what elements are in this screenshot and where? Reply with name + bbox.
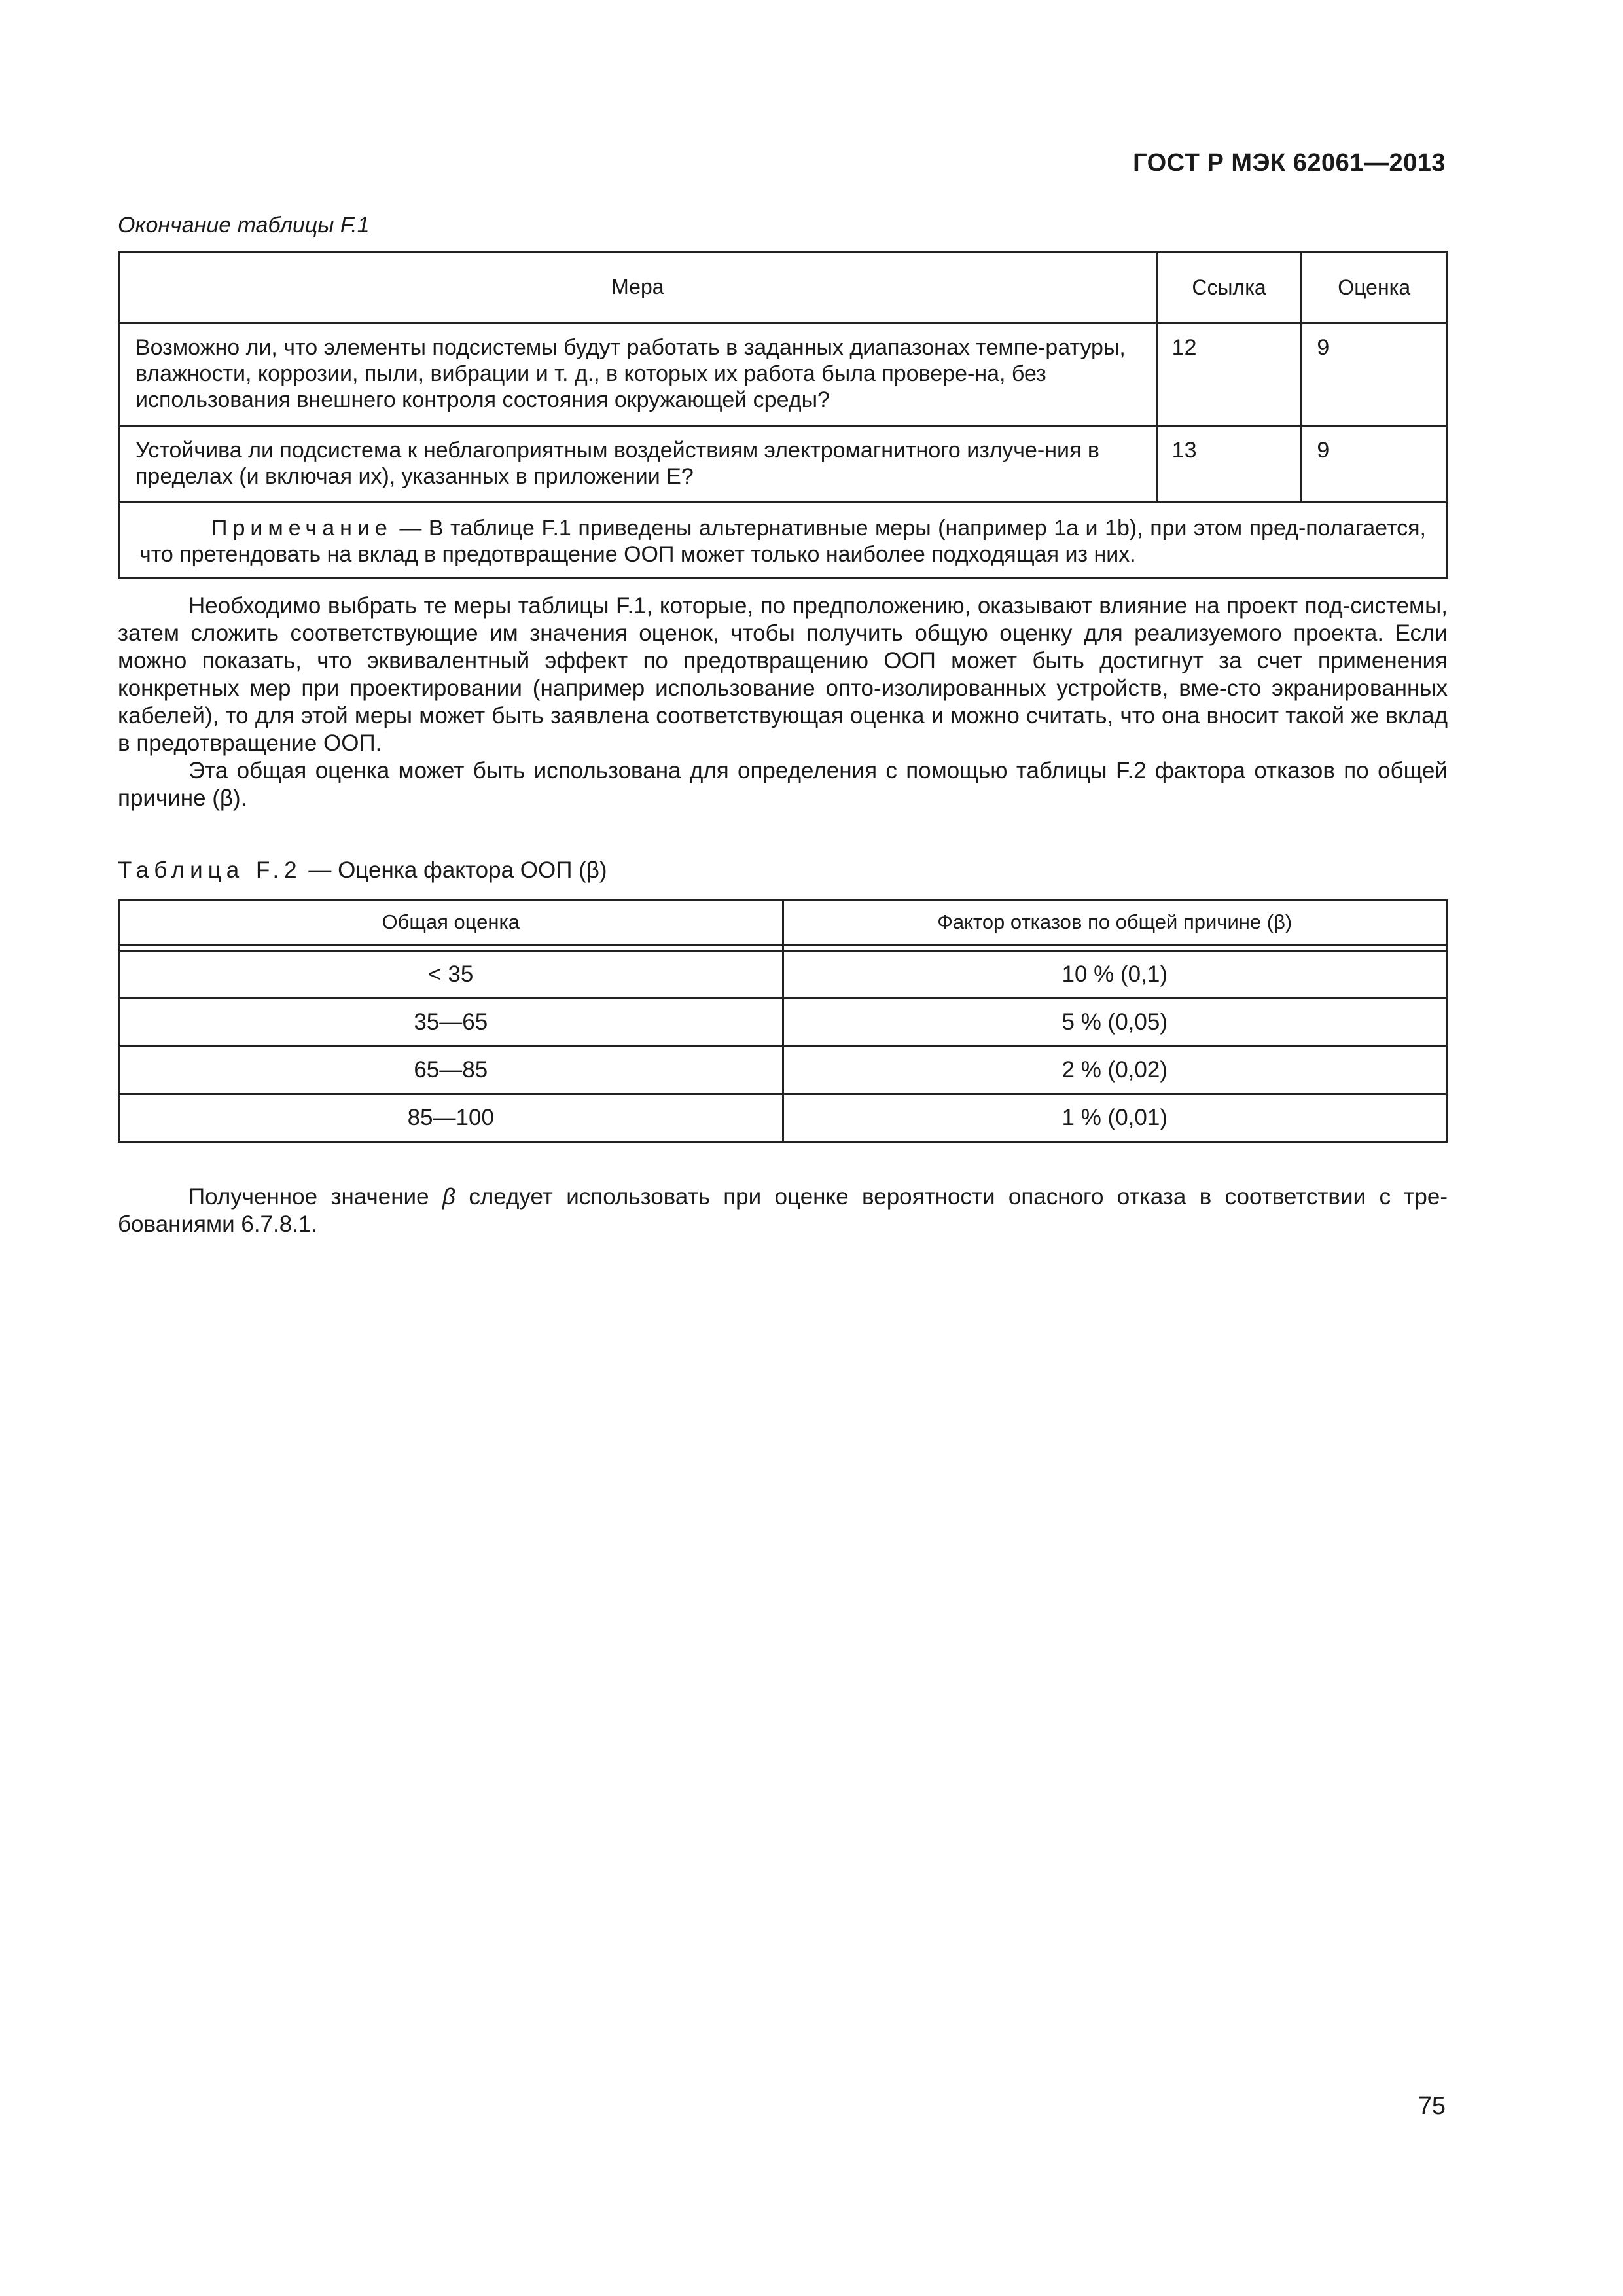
- total-score-cell: < 35: [119, 951, 783, 999]
- table-note: [119, 503, 1447, 578]
- table-f2-label: Таблица F.2: [118, 857, 302, 883]
- table-row: [119, 323, 1447, 426]
- column-header-score: Оценка: [1302, 252, 1447, 323]
- total-score-cell: 65—85: [119, 1047, 783, 1094]
- header-divider: [119, 945, 1447, 951]
- column-header-ccf-factor: Фактор отказов по общей причине (β): [783, 900, 1447, 945]
- beta-text-after: следует использовать при оценке вероятности опасного отказа в соответствии с тре-бованиями 6.7.8.1.: [118, 1184, 1448, 1237]
- body-paragraphs: [118, 592, 1448, 812]
- beta-text-before: Полученное значение: [188, 1184, 442, 1210]
- table-row: [119, 999, 1447, 1047]
- factor-cell: 2 % (0,02): [783, 1047, 1447, 1094]
- divider-cell: [119, 945, 783, 951]
- page-number: 75: [1418, 2092, 1446, 2120]
- closing-paragraph-block: [118, 1183, 1448, 1238]
- note-label: Примечание: [211, 516, 393, 541]
- paragraph-beta-usage: [118, 1183, 1448, 1238]
- note-text: — В таблице F.1 приведены альтернативные меры (например 1a и 1b), при этом пред-полагается, что претендовать на вклад в предотвращение ООП может только наиболее подходящая из них.: [139, 516, 1426, 567]
- table-header-row: [119, 900, 1447, 945]
- column-header-reference: Ссылка: [1156, 252, 1302, 323]
- table-row: [119, 1094, 1447, 1142]
- table-f2: [118, 899, 1448, 1143]
- paragraph-total-score: Эта общая оценка может быть использована для определения с помощью таблицы F.2 фактора отказов по общей причине (β).: [118, 758, 1448, 811]
- score-cell: 9: [1302, 426, 1447, 503]
- divider-cell: [783, 945, 1447, 951]
- reference-cell: 12: [1156, 323, 1302, 426]
- beta-symbol: β: [442, 1184, 455, 1210]
- measure-cell: Возможно ли, что элементы подсистемы будут работать в заданных диапазонах темпе-ратуры, влажности, коррозии, пыли, вибрации и т. д., в которых их работа была провере-на, без использования внешнего контроля состояния окружающей среды?: [119, 323, 1157, 426]
- table-row: [119, 1047, 1447, 1094]
- total-score-cell: 85—100: [119, 1094, 783, 1142]
- score-cell: 9: [1302, 323, 1447, 426]
- factor-cell: 5 % (0,05): [783, 999, 1447, 1047]
- note-first-line: [139, 515, 1426, 567]
- table-row: [119, 426, 1447, 503]
- measure-cell: Устойчива ли подсистема к неблагоприятным воздействиям электромагнитного излуче-ния в пределах (и включая их), указанных в приложении Е?: [119, 426, 1157, 503]
- total-score-cell: 35—65: [119, 999, 783, 1047]
- column-header-measure: Мера: [119, 252, 1157, 323]
- paragraph-selection-of-measures: Необходимо выбрать те меры таблицы F.1, которые, по предположению, оказывают влияние на проект под-системы, затем сложить соответствующие им значения оценок, чтобы получить общую оценку для реализуемого проекта. Если можно показать, что эквивалентный эффект по предотвращению ООП может быть достигнут за счет применения конкретных мер при проектировании (например использование опто-изолированных устройств, вме-сто экранированных кабелей), то для этой меры может быть заявлена соответствующая оценка и можно считать, что она вносит такой же вклад в предотвращение ООП.: [118, 593, 1448, 756]
- table-row: [119, 951, 1447, 999]
- document-code-header: ГОСТ Р МЭК 62061—2013: [1133, 149, 1446, 177]
- factor-cell: 1 % (0,01): [783, 1094, 1447, 1142]
- column-header-total-score: Общая оценка: [119, 900, 783, 945]
- table-f2-title: — Оценка фактора ООП (β): [302, 857, 607, 883]
- table-header-row: [119, 252, 1447, 323]
- factor-cell: 10 % (0,1): [783, 951, 1447, 999]
- table-f2-caption: [118, 857, 607, 884]
- reference-cell: 13: [1156, 426, 1302, 503]
- table-note-row: [119, 503, 1447, 578]
- table-f1: [118, 251, 1448, 579]
- table-f1-caption: Окончание таблицы F.1: [118, 213, 370, 238]
